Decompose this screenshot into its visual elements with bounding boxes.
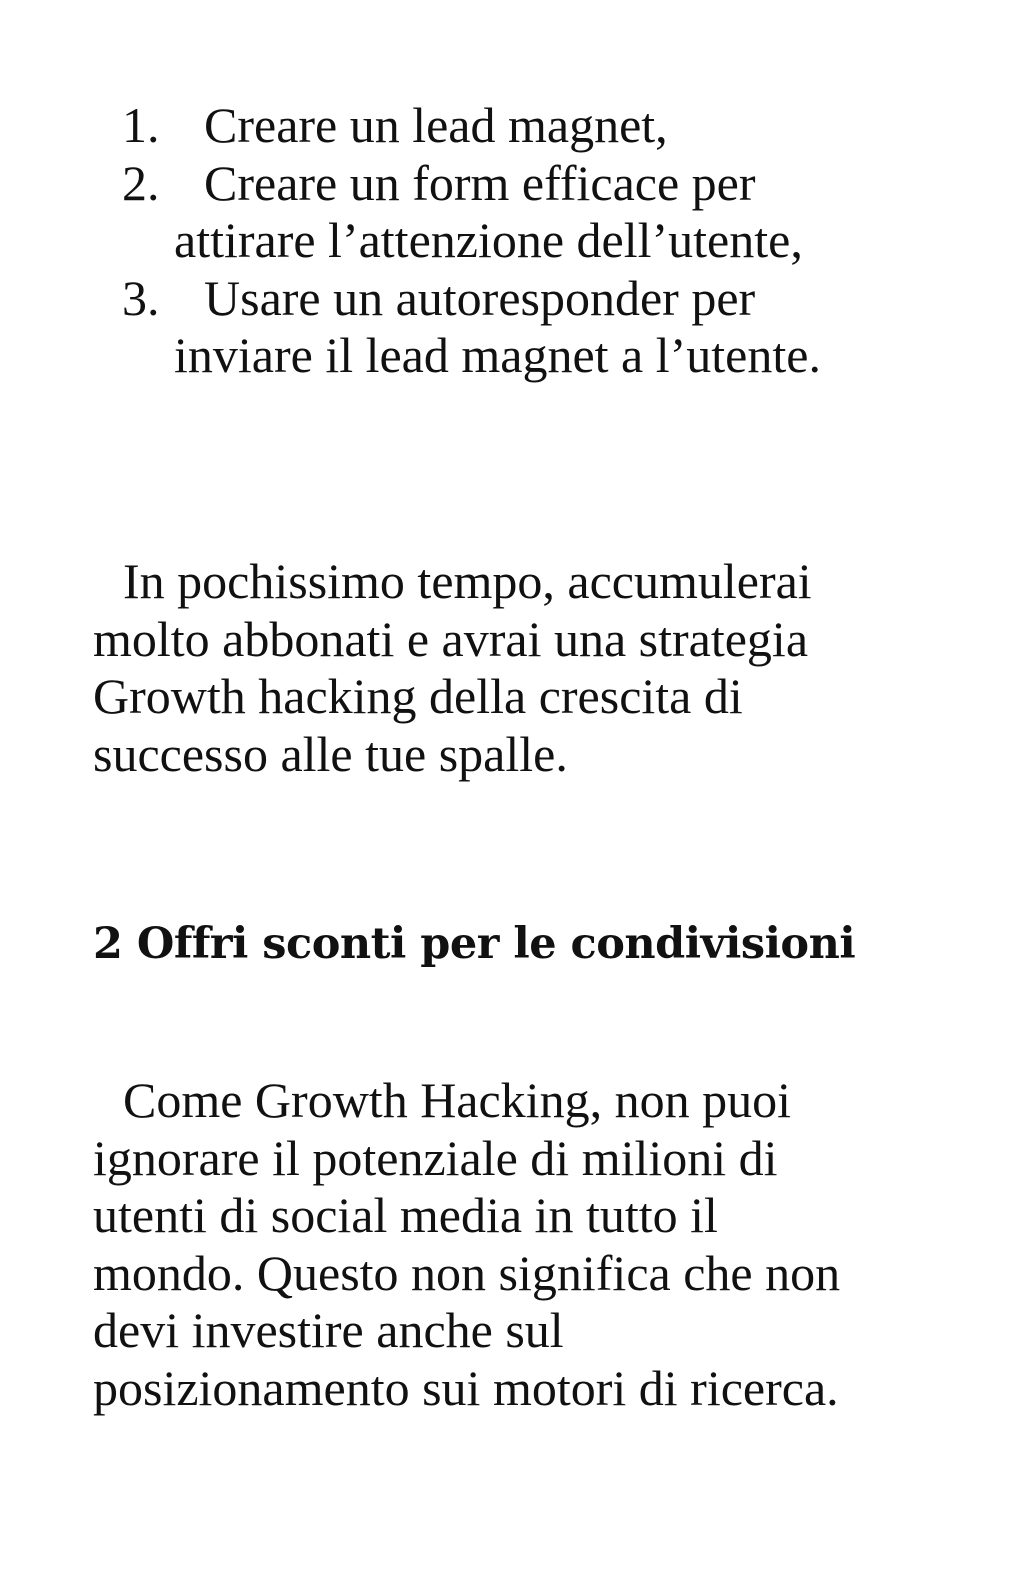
paragraph-line: mondo. Questo non significa che non bbox=[93, 1244, 841, 1301]
list-item-text bbox=[174, 154, 942, 270]
paragraph-line: utenti di social media in tutto il bbox=[93, 1187, 718, 1243]
paragraph-line: ignorare il potenziale di milioni di bbox=[93, 1129, 778, 1186]
list-item bbox=[122, 155, 942, 270]
paragraph-line: posizionamento sui motori di ricerca. bbox=[93, 1359, 839, 1416]
list-item-line: inviare il lead magnet a l’utente. bbox=[174, 327, 821, 383]
paragraph-line: Come Growth Hacking, non puoi bbox=[123, 1072, 791, 1128]
list-item-number: 3. bbox=[122, 269, 160, 326]
paragraph-line: successo alle tue spalle. bbox=[93, 725, 568, 782]
list-item-line: Creare un lead magnet, bbox=[204, 97, 668, 153]
body-paragraph bbox=[93, 1072, 953, 1417]
list-item bbox=[122, 97, 942, 155]
paragraph-line: In pochissimo tempo, accumulerai bbox=[123, 553, 812, 609]
numbered-list bbox=[122, 97, 942, 385]
list-item-number: 2. bbox=[122, 154, 160, 211]
list-item-line: Creare un form efficace per bbox=[204, 154, 756, 211]
list-item bbox=[122, 270, 942, 385]
list-item-line: Usare un autoresponder per bbox=[204, 269, 756, 326]
list-item-text bbox=[174, 269, 942, 385]
list-item-number: 1. bbox=[122, 97, 160, 153]
section-heading: 2 Offri sconti per le condivisioni bbox=[93, 919, 856, 969]
paragraph-line: Growth hacking della crescita di bbox=[93, 668, 743, 724]
list-item-line: attirare l’attenzione dell’utente, bbox=[174, 212, 803, 268]
paragraph-line: devi investire anche sul bbox=[93, 1302, 564, 1358]
list-item-text bbox=[204, 97, 942, 155]
paragraph-line: molto abbonati e avrai una strategia bbox=[93, 610, 809, 667]
body-paragraph bbox=[93, 553, 953, 783]
